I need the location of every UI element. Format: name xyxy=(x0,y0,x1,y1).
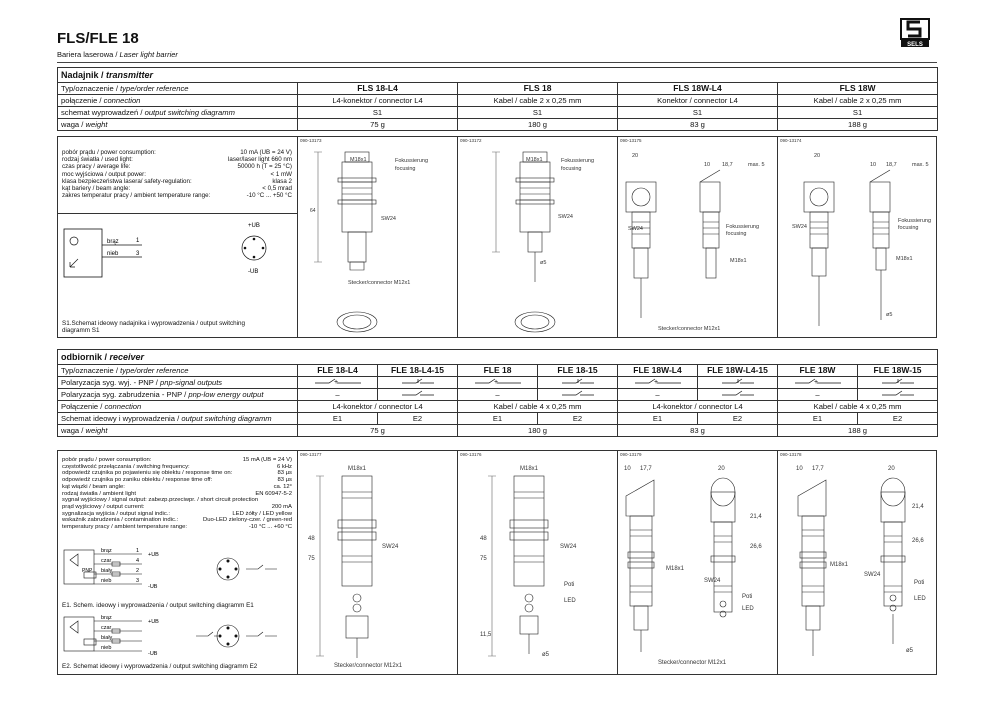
switch-symbol-icon xyxy=(633,377,683,385)
fle18w-outline xyxy=(778,456,937,674)
transmitter-section-header: Nadajnik / transmitter xyxy=(58,68,938,83)
svg-text:PNP: PNP xyxy=(82,568,93,574)
page-title: FLS/FLE 18 xyxy=(57,30,139,47)
svg-text:3: 3 xyxy=(136,251,140,257)
s1-caption: S1.Schemat ideowy nadajnika i wyprowadzenia / output switching diagramm S1 xyxy=(62,320,246,334)
transmitter-table xyxy=(57,67,938,131)
switch-symbol-icon xyxy=(878,377,918,385)
svg-text:48: 48 xyxy=(480,536,487,542)
e2-wiring-diagram xyxy=(60,609,296,665)
switch-symbol-icon xyxy=(313,377,363,385)
svg-text:11,5: 11,5 xyxy=(480,632,492,638)
switch-symbol-icon xyxy=(558,377,598,385)
transmitter-diagram-row: schemat wyprowadzeń / output switching diagramm S1 S1 S1 S1 xyxy=(58,107,938,119)
svg-text:brąz: brąz xyxy=(101,615,112,621)
svg-text:+UB: +UB xyxy=(248,223,260,229)
svg-text:2: 2 xyxy=(136,568,140,574)
drawing-code: 090-13173 xyxy=(300,138,322,143)
svg-text:ø5: ø5 xyxy=(906,648,914,654)
svg-text:10: 10 xyxy=(870,162,877,168)
receiver-connection-row: Połączenie / connection L4-konektor / connector L4 Kabel / cable 4 x 0,25 mm L4-konektor / connector L4 Kabel / cable 4 x 0,25 mm xyxy=(58,401,938,413)
svg-text:nieb: nieb xyxy=(107,251,119,257)
svg-text:LED: LED xyxy=(742,606,754,612)
fle18wl4-outline xyxy=(618,456,777,674)
svg-text:10: 10 xyxy=(624,466,631,472)
receiver-pnp-low-energy-row: Polaryzacja syg. zabrudzenia - PNP / pnp-low energy output – – – – xyxy=(58,389,938,401)
drawing-code: 090-13175 xyxy=(620,138,642,143)
svg-text:Fokussierung: Fokussierung xyxy=(561,158,595,164)
drawing-code: 090-13172 xyxy=(460,138,482,143)
svg-text:18,7: 18,7 xyxy=(886,162,897,168)
e1-wiring-diagram xyxy=(60,542,296,602)
svg-text:48: 48 xyxy=(308,536,315,542)
svg-text:ø5: ø5 xyxy=(542,652,550,658)
receiver-diagram-row: Schemat ideowy i wyprowadzenia / output switching diagramm E1 E2 E1 E2 E1 E2 E1 E2 xyxy=(58,413,938,425)
switch-symbol-icon xyxy=(558,389,598,397)
svg-text:Poti: Poti xyxy=(742,594,753,600)
svg-text:SW24: SW24 xyxy=(381,216,396,222)
svg-text:20: 20 xyxy=(888,466,895,472)
receiver-type-row: Typ/oznaczenie / type/order reference FLE 18-L4 FLE 18-L4-15 FLE 18 FLE 18-15 FLE 18W-L4 FLE 18W-L4-15 FLE 18W FLE 18W-15 xyxy=(58,365,938,377)
switch-symbol-icon xyxy=(793,377,843,385)
e2-caption: E2. Schemat ideowy i wyprowadzenia / output switching diagramm E2 xyxy=(62,663,258,670)
svg-text:SW24: SW24 xyxy=(382,544,399,550)
svg-text:+UB: +UB xyxy=(148,552,159,558)
svg-text:SW24: SW24 xyxy=(792,224,807,230)
svg-text:4: 4 xyxy=(136,558,140,564)
drawing-code: 090-13178 xyxy=(780,452,802,457)
switch-symbol-icon xyxy=(398,389,438,397)
svg-text:nieb: nieb xyxy=(101,645,112,651)
svg-text:-UB: -UB xyxy=(248,269,259,275)
svg-text:ø5: ø5 xyxy=(886,312,893,318)
svg-text:Stecker/connector M12x1: Stecker/connector M12x1 xyxy=(658,326,721,332)
svg-text:+UB: +UB xyxy=(148,619,159,625)
svg-text:Stecker/connector M12x1: Stecker/connector M12x1 xyxy=(334,663,403,669)
svg-text:M18x1: M18x1 xyxy=(520,466,539,472)
svg-text:M18x1: M18x1 xyxy=(830,562,849,568)
svg-text:Fokussierung: Fokussierung xyxy=(898,218,932,224)
drawing-code: 090-13176 xyxy=(460,452,482,457)
svg-text:1: 1 xyxy=(136,238,140,244)
svg-text:SW24: SW24 xyxy=(704,578,721,584)
svg-text:M18x1: M18x1 xyxy=(896,256,913,262)
sels-logo xyxy=(898,18,932,48)
receiver-weight-row: waga / weight 75 g 180 g 83 g 188 g xyxy=(58,425,938,437)
switch-symbol-icon xyxy=(718,389,758,397)
svg-text:brąz: brąz xyxy=(107,239,119,245)
transmitter-weight-row: waga / weight 75 g 180 g 83 g 188 g xyxy=(58,119,938,131)
svg-text:+: + xyxy=(493,379,498,385)
drawing-code: 090-13177 xyxy=(300,452,322,457)
svg-text:10: 10 xyxy=(704,162,711,168)
svg-text:21,4: 21,4 xyxy=(750,514,762,520)
svg-text:czar: czar xyxy=(101,625,112,631)
switch-symbol-icon xyxy=(398,377,438,385)
svg-text:SW24: SW24 xyxy=(560,544,577,550)
svg-text:Stecker/connector M12x1: Stecker/connector M12x1 xyxy=(658,660,727,666)
svg-text:+: + xyxy=(653,379,658,385)
svg-text:max. 5: max. 5 xyxy=(748,162,765,168)
s1-wiring-diagram xyxy=(60,215,296,315)
svg-text:biały: biały xyxy=(101,635,113,641)
transmitter-specs: pobór prądu / power consumption: 10 mA (UB = 24 V) rodzaj światła / used light: laser/laser light 660 nm czas pracy / average life: 50000 h (T = 25 °C) moc wyjściowa / output power: < 1 mW klasa bezpieczeństwa lasera/ safety-regulation: klasa 2 kąt bariery / beam angle: < 0,5 mrad zakres temperatur pracy / ambient temperature range: -10 °C ... +50 °C xyxy=(62,149,292,200)
drawing-code: 090-13174 xyxy=(780,138,802,143)
svg-text:20: 20 xyxy=(718,466,725,472)
receiver-specs: pobór prądu / power consumption: 15 mA (UB = 24 V) częstotliwość przełączania / switching frequency: 6 kHz odpowiedź czujnika po pojawieniu się obiektu / response time on: 83 µs odpowiedź czujnika po zaniku obiektu / response time off: 83 µs kąt wiązki / beam angle: ca. 12° rodzaj światła / ambient light EN 60947-5-2 sygnał wyjściowy / signal output: zabezp.przeciwpr. / short circuit protection prąd wyjściowy / output current: 200 mA sygnalizacja wyjścia / output signal indic.: LED żółty / LED yellow wskaźnik zabrudzenia / contamination indic.: Duo-LED zielony-czer. / green-red temperatury pracy / ambient temperature range: -10 °C ... +60 °C xyxy=(62,457,292,531)
svg-text:75: 75 xyxy=(308,556,315,562)
svg-text:biały: biały xyxy=(101,568,113,574)
svg-text:LED: LED xyxy=(914,596,926,602)
transmitter-type-row: Typ/oznaczenie / type/order reference FLS 18-L4 FLS 18 FLS 18W-L4 FLS 18W xyxy=(58,83,938,95)
drawing-code: 090-13179 xyxy=(620,452,642,457)
svg-text:M18x1: M18x1 xyxy=(730,258,747,264)
svg-text:Stecker/connector M12x1: Stecker/connector M12x1 xyxy=(348,280,411,286)
svg-text:Fokussierung: Fokussierung xyxy=(395,158,429,164)
svg-text:10: 10 xyxy=(796,466,803,472)
transmitter-connection-row: połączenie / connection L4-konektor / connector L4 Kabel / cable 2 x 0,25 mm Konektor / connector L4 Kabel / cable 2 x 0,25 mm xyxy=(58,95,938,107)
svg-text:M18x1: M18x1 xyxy=(348,466,367,472)
switch-symbol-icon xyxy=(718,377,758,385)
svg-text:M18x1: M18x1 xyxy=(526,157,543,163)
svg-text:20: 20 xyxy=(632,153,639,159)
svg-text:max. 5: max. 5 xyxy=(912,162,929,168)
svg-text:focusing: focusing xyxy=(395,166,416,172)
svg-text:26,6: 26,6 xyxy=(912,538,924,544)
fle18-outline xyxy=(458,456,617,674)
fle18l4-outline xyxy=(298,456,457,674)
svg-text:SW24: SW24 xyxy=(864,572,881,578)
svg-text:SW24: SW24 xyxy=(628,226,643,232)
svg-text:20: 20 xyxy=(814,153,821,159)
svg-text:czar: czar xyxy=(101,558,112,564)
svg-text:Fokussierung: Fokussierung xyxy=(726,224,760,230)
svg-text:+: + xyxy=(813,379,818,385)
svg-text:focusing: focusing xyxy=(726,231,747,237)
receiver-section-header: odbiornik / receiver xyxy=(58,350,938,365)
svg-text:LED: LED xyxy=(564,598,576,604)
svg-text:SW24: SW24 xyxy=(558,214,573,220)
svg-text:M18x1: M18x1 xyxy=(666,566,685,572)
page-subtitle: Bariera laserowa / Laser light barrier xyxy=(57,50,178,59)
svg-text:17,7: 17,7 xyxy=(812,466,824,472)
svg-text:21,4: 21,4 xyxy=(912,504,924,510)
fls18w-outline xyxy=(778,142,937,337)
e1-caption: E1. Schem. ideowy i wyprowadzenia / output switching diagramm E1 xyxy=(62,602,254,609)
svg-text:focusing: focusing xyxy=(898,225,919,231)
svg-text:-UB: -UB xyxy=(148,584,158,590)
svg-text:-UB: -UB xyxy=(148,651,158,657)
svg-text:75: 75 xyxy=(480,556,487,562)
svg-text:Poti: Poti xyxy=(564,582,575,588)
svg-text:+: + xyxy=(333,379,338,385)
fls18l4-outline xyxy=(298,142,457,337)
svg-text:ø5: ø5 xyxy=(540,260,547,266)
svg-text:nieb: nieb xyxy=(101,578,112,584)
svg-text:17,7: 17,7 xyxy=(640,466,652,472)
fls18-outline xyxy=(458,142,617,337)
receiver-pnp-signal-row: Polaryzacja syg. wyj. - PNP / pnp-signal outputs + + + + xyxy=(58,377,938,389)
svg-text:focusing: focusing xyxy=(561,166,582,172)
switch-symbol-icon xyxy=(878,389,918,397)
switch-symbol-icon xyxy=(473,377,523,385)
transmitter-spec-divider xyxy=(57,213,298,214)
svg-text:M18x1: M18x1 xyxy=(350,157,367,163)
svg-text:SELS: SELS xyxy=(907,42,923,48)
svg-text:brąz: brąz xyxy=(101,548,112,554)
svg-text:3: 3 xyxy=(136,578,140,584)
header-rule xyxy=(57,62,937,63)
receiver-table xyxy=(57,349,938,437)
svg-text:1: 1 xyxy=(136,548,140,554)
svg-text:Poti: Poti xyxy=(914,580,925,586)
svg-text:26,6: 26,6 xyxy=(750,544,762,550)
svg-text:64: 64 xyxy=(310,208,316,214)
fls18wl4-outline xyxy=(618,142,777,337)
svg-text:18,7: 18,7 xyxy=(722,162,733,168)
